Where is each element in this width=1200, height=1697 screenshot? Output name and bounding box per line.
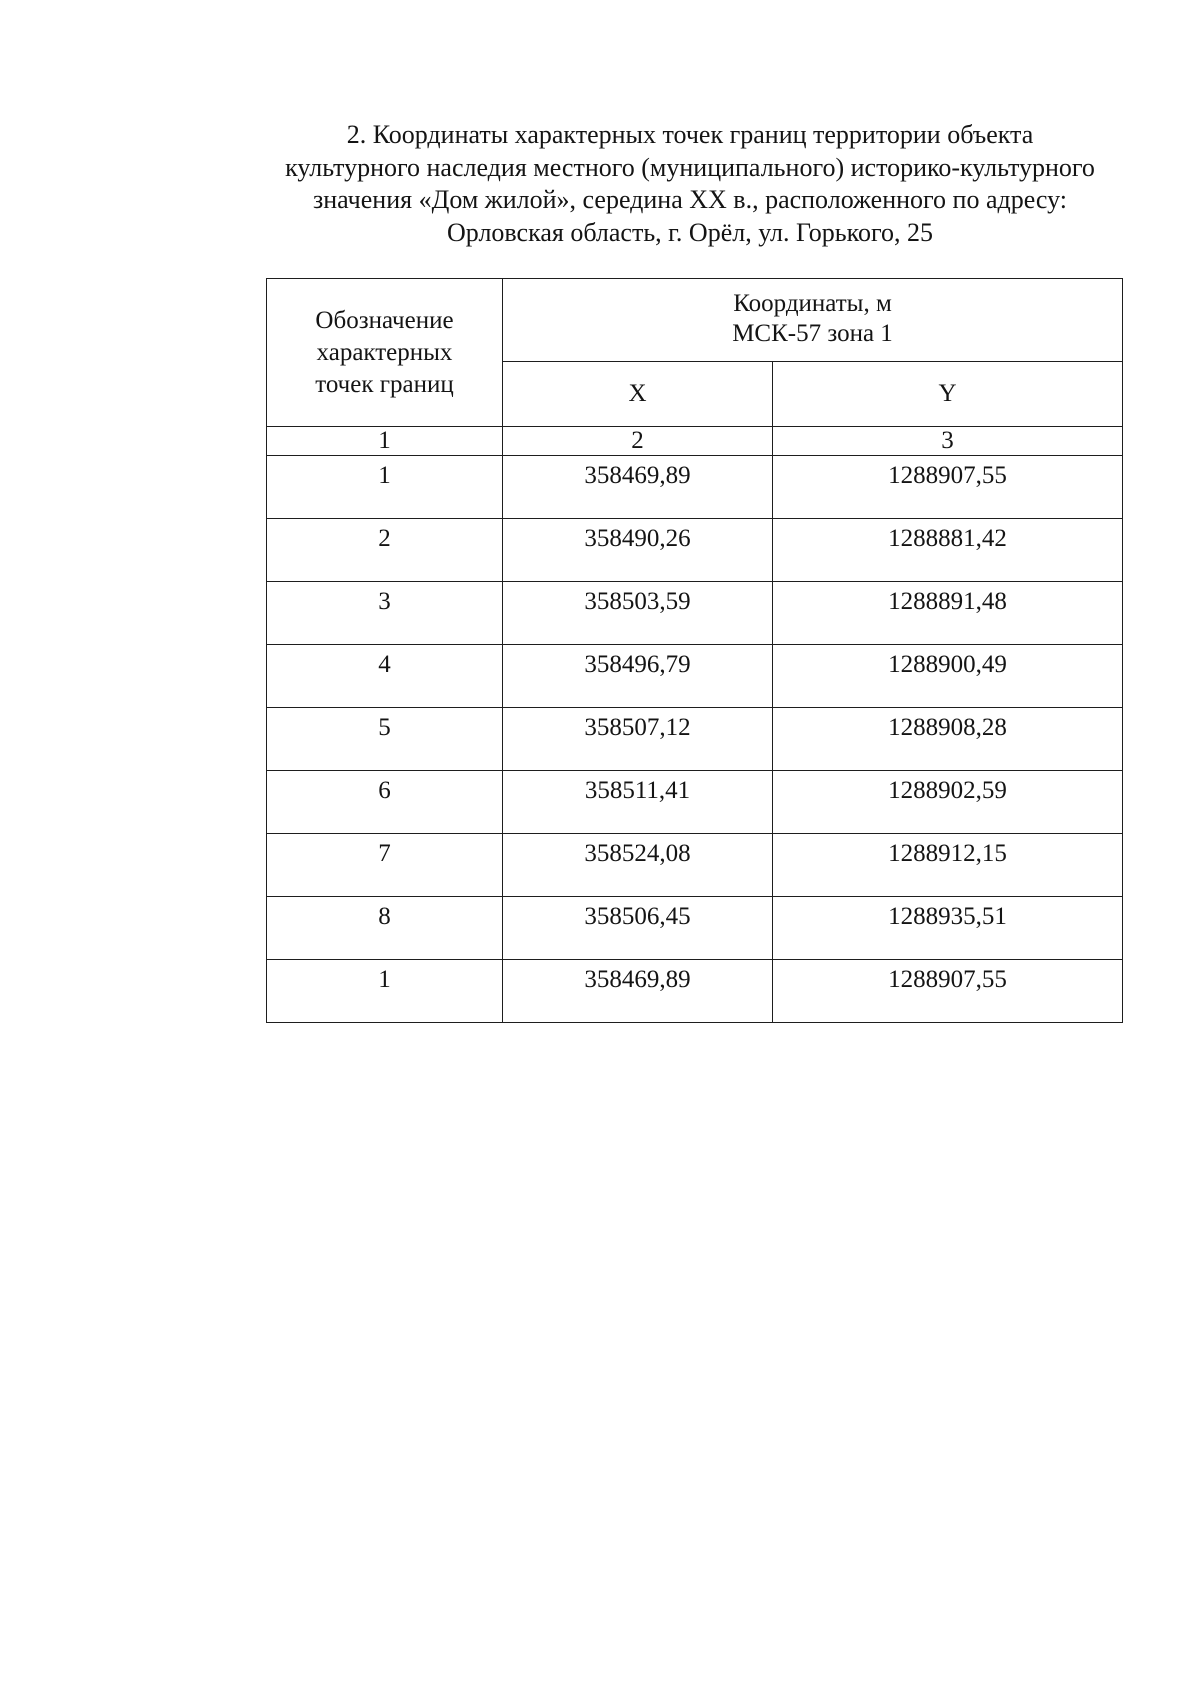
designation-header-line-2: характерных: [316, 338, 453, 366]
x-cell: 358469,89: [503, 960, 773, 1023]
table-row: [267, 582, 1123, 645]
y-cell: 1288891,48: [773, 582, 1123, 645]
coordinates-header-line-1: Координаты, м: [733, 290, 892, 317]
column-number-2: 2: [503, 427, 773, 456]
x-cell: 358524,08: [503, 834, 773, 897]
document-heading: [240, 119, 1140, 249]
table-row: [267, 897, 1123, 960]
table-row: [267, 519, 1123, 582]
point-cell: 3: [267, 582, 503, 645]
coordinates-header-line-2: МСК-57 зона 1: [732, 320, 893, 347]
point-cell: 1: [267, 456, 503, 519]
x-cell: 358503,59: [503, 582, 773, 645]
heading-line-4: Орловская область, г. Орёл, ул. Горького, 25: [447, 217, 933, 247]
y-cell: 1288935,51: [773, 897, 1123, 960]
table-body: [267, 456, 1123, 1023]
y-cell: 1288881,42: [773, 519, 1123, 582]
y-cell: 1288912,15: [773, 834, 1123, 897]
y-cell: 1288908,28: [773, 708, 1123, 771]
column-number-3: 3: [773, 427, 1123, 456]
designation-header: [267, 279, 503, 427]
x-cell: 358511,41: [503, 771, 773, 834]
y-axis-header: Y: [773, 362, 1123, 427]
point-cell: 7: [267, 834, 503, 897]
y-cell: 1288907,55: [773, 456, 1123, 519]
coordinates-header: [503, 279, 1123, 362]
x-cell: 358507,12: [503, 708, 773, 771]
x-cell: 358506,45: [503, 897, 773, 960]
heading-line-3: значения «Дом жилой», середина XX в., расположенного по адресу:: [313, 185, 1067, 215]
column-number-row: [267, 427, 1123, 456]
y-cell: 1288900,49: [773, 645, 1123, 708]
table-row: [267, 834, 1123, 897]
column-number-1: 1: [267, 427, 503, 456]
table-row: [267, 771, 1123, 834]
point-cell: 4: [267, 645, 503, 708]
point-cell: 6: [267, 771, 503, 834]
coordinates-table: [266, 278, 1123, 1023]
y-cell: 1288902,59: [773, 771, 1123, 834]
point-cell: 5: [267, 708, 503, 771]
designation-header-line-1: Обозначение: [315, 306, 454, 334]
point-cell: 1: [267, 960, 503, 1023]
y-cell: 1288907,55: [773, 960, 1123, 1023]
table-row: [267, 645, 1123, 708]
x-cell: 358496,79: [503, 645, 773, 708]
table-header-row: [267, 279, 1123, 362]
point-cell: 8: [267, 897, 503, 960]
table-row: [267, 456, 1123, 519]
point-cell: 2: [267, 519, 503, 582]
x-axis-header: X: [503, 362, 773, 427]
table-row: [267, 708, 1123, 771]
table-row: [267, 960, 1123, 1023]
x-cell: 358490,26: [503, 519, 773, 582]
heading-line-2: культурного наследия местного (муниципального) историко-культурного: [285, 152, 1095, 182]
designation-header-line-3: точек границ: [315, 370, 454, 398]
x-cell: 358469,89: [503, 456, 773, 519]
heading-line-1: 2. Координаты характерных точек границ территории объекта: [346, 120, 1034, 149]
